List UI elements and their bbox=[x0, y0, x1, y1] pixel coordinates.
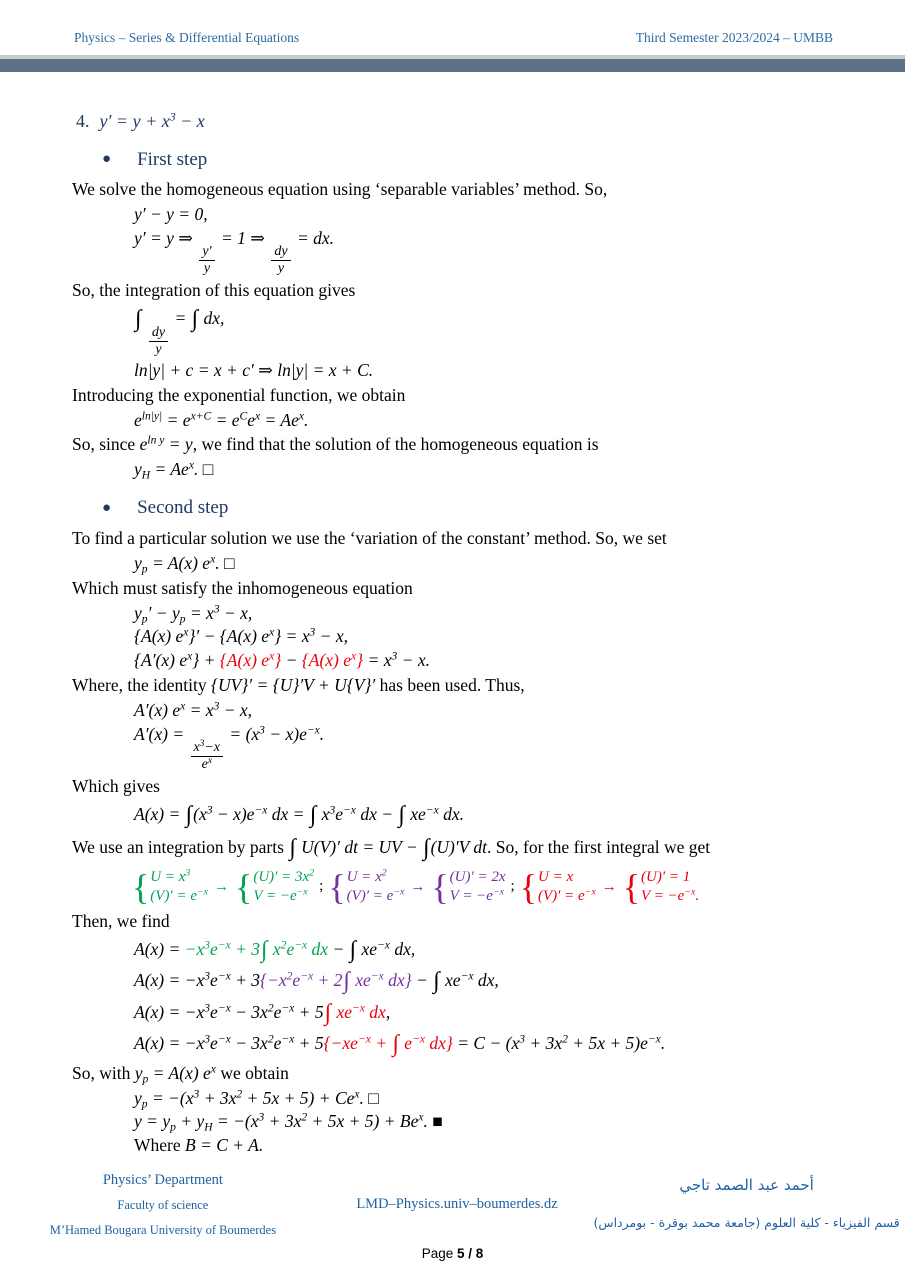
text-segment: □ bbox=[219, 552, 235, 573]
header-course-title: Physics – Series & Differential Equations bbox=[74, 30, 300, 45]
equation-line bbox=[134, 1111, 865, 1133]
text-segment: ∫ $\frac{dy}{y}$ = ∫ dx, bbox=[135, 306, 225, 357]
text-segment: has been used. Thus, bbox=[375, 675, 525, 696]
bullet-heading-label: Second step bbox=[137, 497, 229, 519]
equation-line bbox=[134, 999, 865, 1029]
text-segment: $y_p' - y_p = x^3 - x$, bbox=[134, 602, 253, 625]
equation-line bbox=[134, 603, 865, 625]
bullet-heading bbox=[102, 148, 865, 172]
footer-university: M’Hamed Bougara University of Boumerdes bbox=[49, 1223, 277, 1237]
text-segment: y′ − y = 0, bbox=[134, 204, 208, 225]
text-segment: {A(x) $e^x\}' - \{A(x) e^x\} = x^3 - x$, bbox=[134, 626, 348, 647]
paragraph bbox=[72, 385, 865, 407]
footer-right-column bbox=[588, 1172, 905, 1248]
bullet-heading bbox=[102, 496, 865, 520]
paragraph bbox=[72, 911, 865, 933]
equation-line bbox=[134, 204, 865, 226]
uv-system: { $U = x^2$ $(V)' = e^{-x}$ → { (U)′ = 2x $V = -e^{-x}$ bbox=[328, 866, 506, 907]
footer-author-arabic: أحمد عبد الصمد تاجي bbox=[679, 1176, 814, 1194]
text-segment: {A′(x) $e^x$} + bbox=[134, 650, 220, 671]
text-segment: , bbox=[385, 1001, 391, 1022]
text-segment: So, with bbox=[72, 1062, 135, 1083]
uv-system: { U = x $(V)' = e^{-x}$ → { (U)′ = 1 $V = -e^{-x}$. bbox=[519, 866, 700, 907]
text-segment: $y_p = -(x^3 + 3x^2 + 5x + 5) + Ce^x$. bbox=[134, 1087, 364, 1111]
text-segment: We use an integration by parts bbox=[72, 836, 289, 857]
text-segment: $y_p = A(x)$ $e^x$ bbox=[134, 1062, 216, 1086]
text-segment: Introducing the exponential function, we obtain bbox=[72, 384, 406, 405]
text-segment: So, the integration of this equation gives bbox=[72, 280, 356, 301]
text-segment: $y = y_p + y_H = -(x^3 + 3x^2 + 5x + 5) + Be^x$. bbox=[134, 1111, 428, 1134]
system-separator: ; bbox=[510, 878, 515, 895]
paragraph bbox=[72, 280, 865, 302]
equation-line bbox=[134, 360, 865, 382]
equation-line bbox=[134, 700, 865, 722]
text-segment: = $x^3 - x$. bbox=[363, 650, 430, 671]
footer-left-column bbox=[0, 1172, 326, 1248]
footer-department: Physics’ Department bbox=[102, 1172, 223, 1188]
text-segment: Where bbox=[134, 1135, 186, 1156]
paragraph bbox=[72, 528, 865, 550]
text-segment: we obtain bbox=[215, 1062, 289, 1083]
equation-line bbox=[134, 626, 865, 648]
exercise-item bbox=[76, 110, 865, 133]
text-segment: □ bbox=[363, 1087, 379, 1108]
text-segment: We solve the homogeneous equation using ‘separable variables’ method. So, bbox=[72, 179, 608, 200]
equation-line bbox=[134, 553, 865, 575]
paragraph bbox=[72, 1063, 865, 1085]
paragraph bbox=[72, 434, 865, 456]
text-segment: $e^{ln|y|} = e^{x+C} = e^Ce^x = Ae^x$. bbox=[134, 409, 309, 430]
equation-line bbox=[134, 936, 865, 966]
text-segment: B = C + A. bbox=[185, 1135, 264, 1156]
page-number-label: Page bbox=[421, 1246, 454, 1261]
text-segment: □ bbox=[198, 459, 214, 480]
text-segment: $y' = y + x^3 - x$ bbox=[99, 109, 205, 131]
page-footer bbox=[0, 1172, 905, 1248]
equation-line bbox=[134, 801, 865, 831]
text-segment: ■ bbox=[427, 1111, 443, 1132]
math-highlight-segment: {$-xe^{-x}$ + ∫ $e^{-x}$ dx} bbox=[323, 1031, 453, 1058]
text-segment: So, since bbox=[72, 434, 140, 455]
math-highlight-segment: ∫ $xe^{-x}$ dx bbox=[324, 999, 386, 1026]
footer-affiliation-arabic: قسم الفيزياء - كلية العلوم (جامعة محمد بوقرة - بومرداس) bbox=[593, 1215, 900, 1230]
header-divider-bar bbox=[0, 55, 905, 72]
text-segment: $A(x) = -x^3e^{-x} + 3$ bbox=[134, 970, 261, 991]
equation-line bbox=[134, 1088, 865, 1110]
text-segment: {UV}′ = {U}′V + U{V}′ bbox=[210, 675, 376, 696]
text-segment: Where, the identity bbox=[72, 675, 211, 696]
math-highlight-segment: {A(x) $e^x$} bbox=[219, 650, 282, 671]
uv-system: { $U = x^3$ $(V)' = e^{-x}$ → { $(U)' = 3x^2$ $V = -e^{-x}$ bbox=[132, 866, 315, 907]
page-number bbox=[0, 1246, 905, 1261]
bullet-icon: ● bbox=[102, 499, 112, 516]
footer-center-column bbox=[326, 1172, 588, 1248]
equation-line bbox=[134, 724, 865, 773]
paragraph bbox=[72, 776, 865, 798]
text-segment: $A(x) = -x^3e^{-x} - 3x^2e^{-x} + 5$ bbox=[134, 1033, 324, 1054]
math-highlight-segment: {$-x^2e^{-x} + 2\int$ $xe^{-x}$ dx} bbox=[260, 968, 412, 995]
equation-line bbox=[134, 410, 865, 432]
text-segment: $e^{ln y} = y$ bbox=[139, 434, 193, 455]
text-segment: − ∫ $xe^{-x}$ dx, bbox=[411, 968, 499, 995]
paragraph bbox=[72, 578, 865, 600]
text-segment: $y_p = A(x)$ $e^x$. bbox=[134, 552, 220, 576]
math-highlight-segment: {A(x) $e^x$} bbox=[301, 650, 364, 671]
item-number: 4. bbox=[76, 111, 90, 131]
text-segment: $y_H = Ae^x$. bbox=[134, 459, 199, 482]
equation-line bbox=[134, 650, 865, 672]
text-segment: Then, we find bbox=[72, 910, 170, 931]
bullet-heading-label: First step bbox=[137, 148, 208, 170]
page-number-value: 5 / 8 bbox=[457, 1246, 484, 1261]
document-content bbox=[0, 72, 905, 1157]
text-segment: A′(x) $e^x = x^3 - x$, bbox=[134, 700, 253, 720]
text-segment: , we find that the solution of the homogeneous equation is bbox=[192, 434, 599, 455]
text-segment: Which must satisfy the inhomogeneous equation bbox=[72, 577, 413, 598]
text-segment: . So, for the first integral we get bbox=[487, 836, 711, 857]
text-segment: − bbox=[281, 650, 302, 671]
paragraph bbox=[72, 675, 865, 697]
paragraph bbox=[72, 179, 865, 201]
math-highlight-segment: $-x^3e^{-x} + 3\int$ $x^2e^{-x}$ dx bbox=[184, 936, 329, 963]
text-segment: y′ = y ⇒ $\frac{y'}{y}$ = 1 ⇒ $\frac{dy}{y}$ = dx. bbox=[134, 228, 335, 277]
text-segment: $A(x) = \int(x^3 - x)e^{-x}$ dx = ∫ $x^3e^{-x}$ dx − ∫ $xe^{-x}$ dx. bbox=[134, 802, 464, 829]
page-header bbox=[0, 0, 905, 46]
equation-line bbox=[134, 459, 865, 481]
footer-faculty: Faculty of science bbox=[117, 1198, 209, 1212]
text-segment: = $C - (x^3 + 3x^2 + 5x + 5)e^{-x}$. bbox=[452, 1033, 666, 1054]
text-segment: Which gives bbox=[72, 776, 160, 797]
equation-line bbox=[134, 228, 865, 277]
text-segment: − ∫ $xe^{-x}$ dx, bbox=[328, 936, 416, 963]
text-segment: $A(x) = -x^3e^{-x} - 3x^2e^{-x} + 5$ bbox=[134, 1001, 324, 1022]
equation-line bbox=[134, 967, 865, 997]
equation-line bbox=[134, 1030, 865, 1060]
text-segment: A′(x) = $\frac{x^3-x}{e^x}$ = $(x^3 - x)e^{-x}$. bbox=[134, 723, 325, 773]
text-segment: A(x) = bbox=[134, 938, 185, 959]
system-separator: ; bbox=[319, 878, 324, 895]
bullet-icon: ● bbox=[102, 151, 112, 167]
paragraph bbox=[72, 834, 865, 864]
equation-line bbox=[134, 305, 865, 358]
text-segment: ∫ U(V)′ dt = UV − ∫(U)′V dt bbox=[289, 834, 488, 861]
integration-by-parts-systems bbox=[130, 868, 865, 906]
text-segment: ln|y| + c = x + c′ ⇒ ln|y| = x + C. bbox=[134, 359, 374, 380]
header-semester-label: Third Semester 2023/2024 – UMBB bbox=[635, 30, 833, 45]
text-segment: To find a particular solution we use the ‘variation of the constant’ method. So, we set bbox=[72, 527, 667, 548]
equation-line bbox=[134, 1135, 865, 1157]
footer-website: LMD–Physics.univ–boumerdes.dz bbox=[356, 1196, 558, 1212]
